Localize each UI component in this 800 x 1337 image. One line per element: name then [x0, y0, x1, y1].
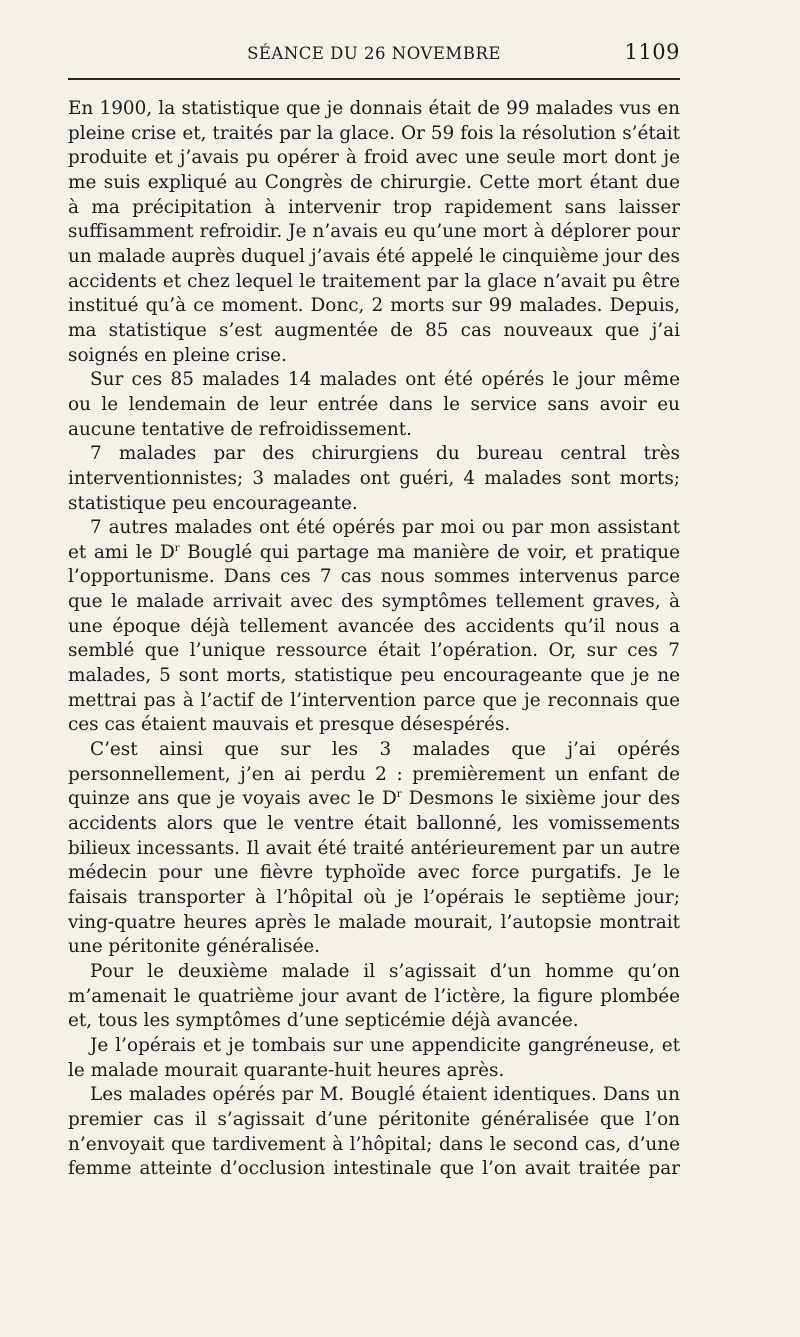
running-title: SÉANCE DU 26 NOVEMBRE: [247, 44, 501, 63]
text-run: Pour le deuxième malade il s’agissait d’un homme qu’on m’amenait le quatrième jour avant de l’ictère, la figure plombée et, tous les symptômes d’une septicémie déjà avancée.: [68, 960, 680, 1032]
text-run: En 1900, la statistique que je donnais était de 99 malades vus en pleine crise et, traités par la glace. Or 59 fois la résolution s’était produite et j’avais pu opérer à froid avec une seule mort dont je me suis expliqué au Congrès de chirurgie. Cette mort étant due à ma précipitation à intervenir trop rapidement sans laisser suffisamment refroidir. Je n’avais eu qu’une mort à déplorer pour un malade auprès duquel j’avais été appelé le cinquième jour des accidents et chez lequel le traitement par la glace n’avait pu être institué qu’à ce moment. Donc, 2 morts sur 99 malades. Depuis, ma statistique s’est augmentée de 85 cas nouveaux que j’ai soignés en pleine crise.: [68, 98, 680, 366]
text-run: Desmons le sixième jour des accidents alors que le ventre était ballonné, les vomissements bilieux incessants. Il avait été traité antérieurement par un autre médecin pour une fièvre typhoïde avec force purgatifs. Je le faisais transporter à l’hôpital où je l’opérais le septième jour; ving-quatre heures après le malade mourait, l’autopsie montrait une péritonite généralisée.: [68, 788, 681, 958]
paragraph: [68, 516, 680, 738]
header-rule: [68, 78, 680, 80]
text-run: Les malades opérés par M. Bouglé étaient identiques. Dans un premier cas il s’agissait d’une péritonite généralisée que l’on n’envoyait que tardivement à l’hôpital; dans le second cas, d’une femme atteinte d’occlusion intestinale que l’on avait traitée par: [68, 1084, 680, 1180]
paragraph: [68, 368, 680, 442]
superscript: r: [396, 789, 402, 801]
paragraph: [68, 442, 680, 516]
text-run: Bouglé qui partage ma manière de voir, et pratique l’opportunisme. Dans ces 7 cas nous sommes intervenus parce que le malade arrivait avec des symptômes tellement graves, à une époque déjà tellement avancée des accidents qu’il nous a semblé que l’unique ressource était l’opération. Or, sur ces 7 malades, 5 sont morts, statistique peu encourageante que je ne mettrai pas à l’actif de l’intervention parce que je reconnais que ces cas étaient mauvais et presque désespérés.: [68, 541, 681, 736]
page-number: 1109: [624, 40, 680, 64]
body-text: [68, 97, 680, 1182]
text-run: 7 autres malades ont été opérés par moi ou par mon assistant et ami le D: [68, 517, 680, 563]
paragraph: [68, 738, 680, 960]
paragraph: [68, 1034, 680, 1083]
paragraph: [68, 960, 680, 1034]
paragraph: [68, 97, 680, 368]
superscript: r: [174, 542, 180, 554]
paragraph: [68, 1083, 680, 1182]
text-run: Je l’opérais et je tombais sur une appendicite gangréneuse, et le malade mourait quarante-huit heures après.: [68, 1034, 680, 1081]
running-header: [68, 38, 680, 68]
text-run: Sur ces 85 malades 14 malades ont été opérés le jour même ou le lendemain de leur entrée dans le service sans avoir eu aucune tentative de refroidissement.: [68, 369, 680, 440]
text-run: C’est ainsi que sur les 3 malades que j’ai opérés personnellement, j’en ai perdu 2 : premièrement un enfant de quinze ans que je voyais avec le D: [68, 739, 680, 810]
text-run: 7 malades par des chirurgiens du bureau central très interventionnistes; 3 malades ont guéri, 4 malades sont morts; statistique peu encourageante.: [68, 443, 680, 514]
